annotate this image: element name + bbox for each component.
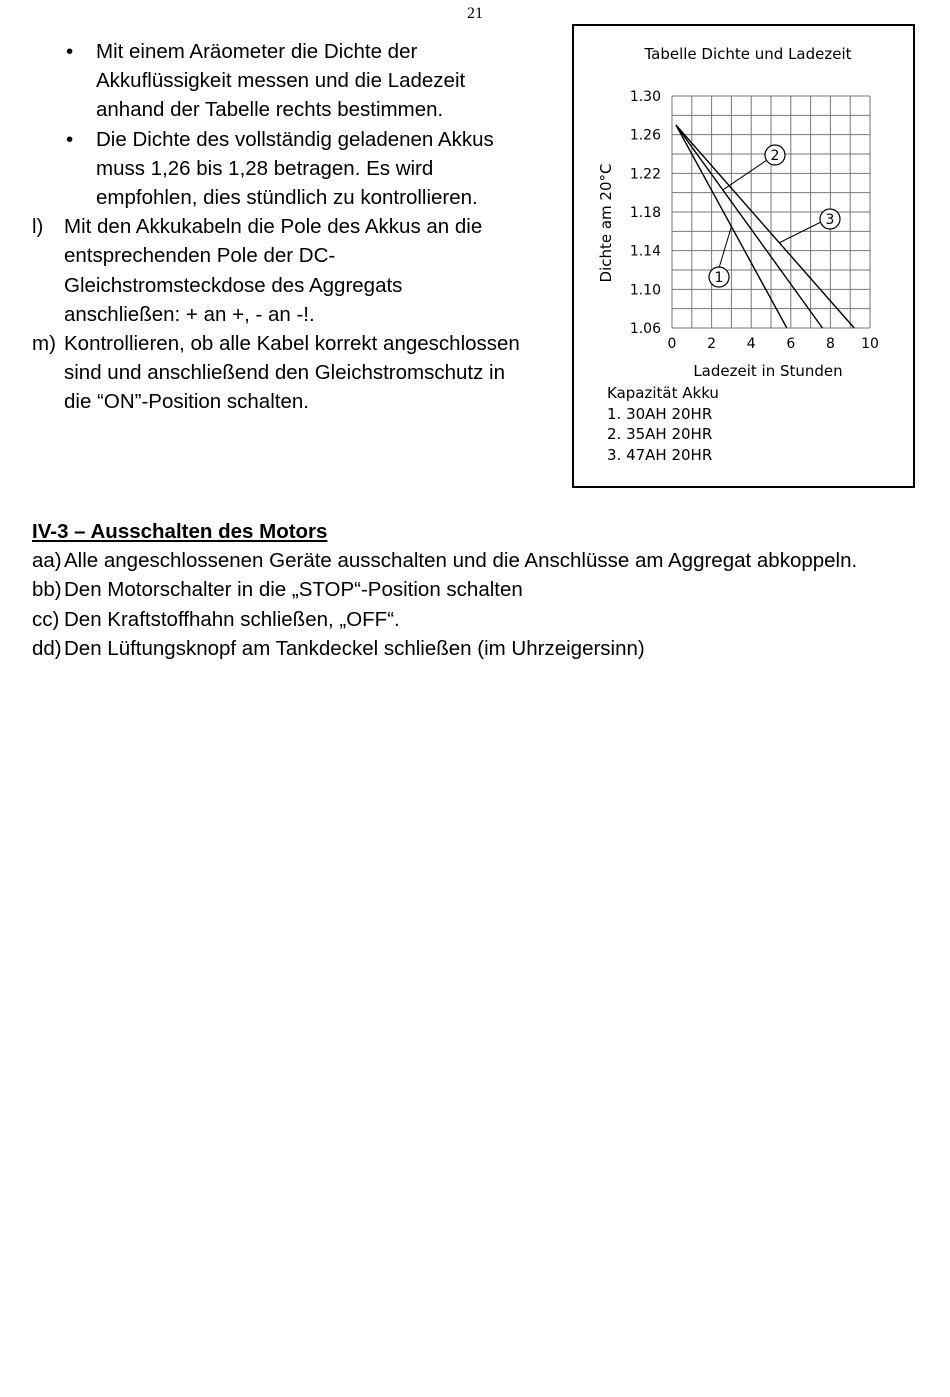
series-label: 1 [714, 270, 724, 286]
list-item-text: Alle angeschlossenen Geräte ausschalten und die Anschlüsse am Aggregat abkoppeln. [64, 549, 858, 573]
x-tick-label: 2 [707, 336, 717, 352]
list-item-label: cc) [32, 607, 60, 631]
callout-leader-line [723, 160, 767, 190]
x-tick-label: 8 [825, 336, 835, 352]
shutdown-section [32, 517, 922, 663]
legend-entry: 1. 30AH 20HR [607, 405, 713, 423]
y-tick-label: 1.14 [629, 243, 661, 260]
list-item-label: m) [32, 332, 56, 356]
text-line: anschließen: + an +, - an -!. [64, 302, 315, 326]
y-tick-label: 1.06 [629, 321, 661, 337]
instruction-column [32, 37, 562, 417]
series-label: 2 [770, 148, 780, 164]
series-label: 3 [825, 212, 835, 228]
list-item-m [32, 329, 562, 417]
list-item-text: Den Motorschalter in die „STOP“-Position schalten [64, 578, 523, 602]
list-item-l [32, 212, 562, 329]
y-tick-label: 1.26 [629, 127, 661, 144]
list-item-bb [32, 575, 922, 604]
legend-entry: 3. 47AH 20HR [607, 446, 713, 464]
list-item-text: Den Lüftungsknopf am Tankdeckel schließen (im Uhrzeigersinn) [64, 636, 645, 660]
list-item-text: Den Kraftstoffhahn schließen, „OFF“. [64, 607, 400, 631]
y-tick-label: 1.18 [629, 205, 661, 221]
list-item-aa [32, 546, 922, 575]
list-item-label: bb) [32, 578, 62, 602]
chart-title: Tabelle Dichte und Ladezeit [644, 45, 852, 63]
page-number: 21 [467, 5, 483, 22]
legend-entry: 2. 35AH 20HR [607, 425, 713, 443]
density-chart-figure [572, 24, 915, 488]
bullet-icon: • [66, 40, 74, 63]
text-line: entsprechenden Pole der DC- [64, 244, 336, 268]
text-line: die “ON”-Position schalten. [64, 390, 309, 414]
text-line: Mit einem Aräometer die Dichte der [96, 40, 418, 63]
series-line [676, 125, 823, 328]
callout-leader-line [719, 227, 731, 269]
text-line: anhand der Tabelle rechts bestimmen. [96, 98, 444, 122]
x-tick-label: 4 [746, 336, 756, 352]
x-tick-label: 6 [786, 336, 796, 352]
list-item-label: dd) [32, 636, 62, 660]
text-line: Akkuflüssigkeit messen und die Ladezeit [96, 69, 466, 93]
density-chart [574, 26, 913, 486]
section-heading: IV-3 – Ausschalten des Motors [32, 520, 328, 543]
x-tick-label: 10 [861, 336, 879, 352]
text-line: Mit den Akkukabeln die Pole des Akkus an die [64, 215, 483, 239]
bullet-item-density [32, 37, 562, 125]
list-item-cc [32, 605, 922, 634]
text-line: Die Dichte des vollständig geladenen Akkus [96, 127, 494, 151]
x-tick-label: 0 [667, 336, 677, 352]
bullet-icon: • [66, 127, 74, 151]
legend-title: Kapazität Akku [607, 384, 719, 402]
list-item-label: aa) [32, 549, 62, 573]
y-tick-label: 1.22 [629, 166, 661, 183]
callout-leader-line [779, 222, 821, 243]
list-item-dd [32, 634, 922, 663]
text-line: muss 1,26 bis 1,28 betragen. Es wird [96, 156, 434, 180]
text-line: empfohlen, dies stündlich zu kontrollieren. [96, 186, 478, 210]
bullet-item-charged-density [32, 125, 562, 213]
list-item-label: l) [32, 215, 44, 239]
text-line: Gleichstromsteckdose des Aggregats [64, 273, 403, 297]
y-tick-label: 1.10 [629, 282, 661, 299]
text-line: Kontrollieren, ob alle Kabel korrekt angeschlossen [64, 332, 520, 356]
y-tick-label: 1.30 [629, 89, 661, 105]
y-axis-label: Dichte am 20°C [597, 163, 615, 283]
text-line: sind und anschließend den Gleichstromschutz in [64, 361, 505, 385]
x-axis-label: Ladezeit in Stunden [693, 362, 843, 380]
